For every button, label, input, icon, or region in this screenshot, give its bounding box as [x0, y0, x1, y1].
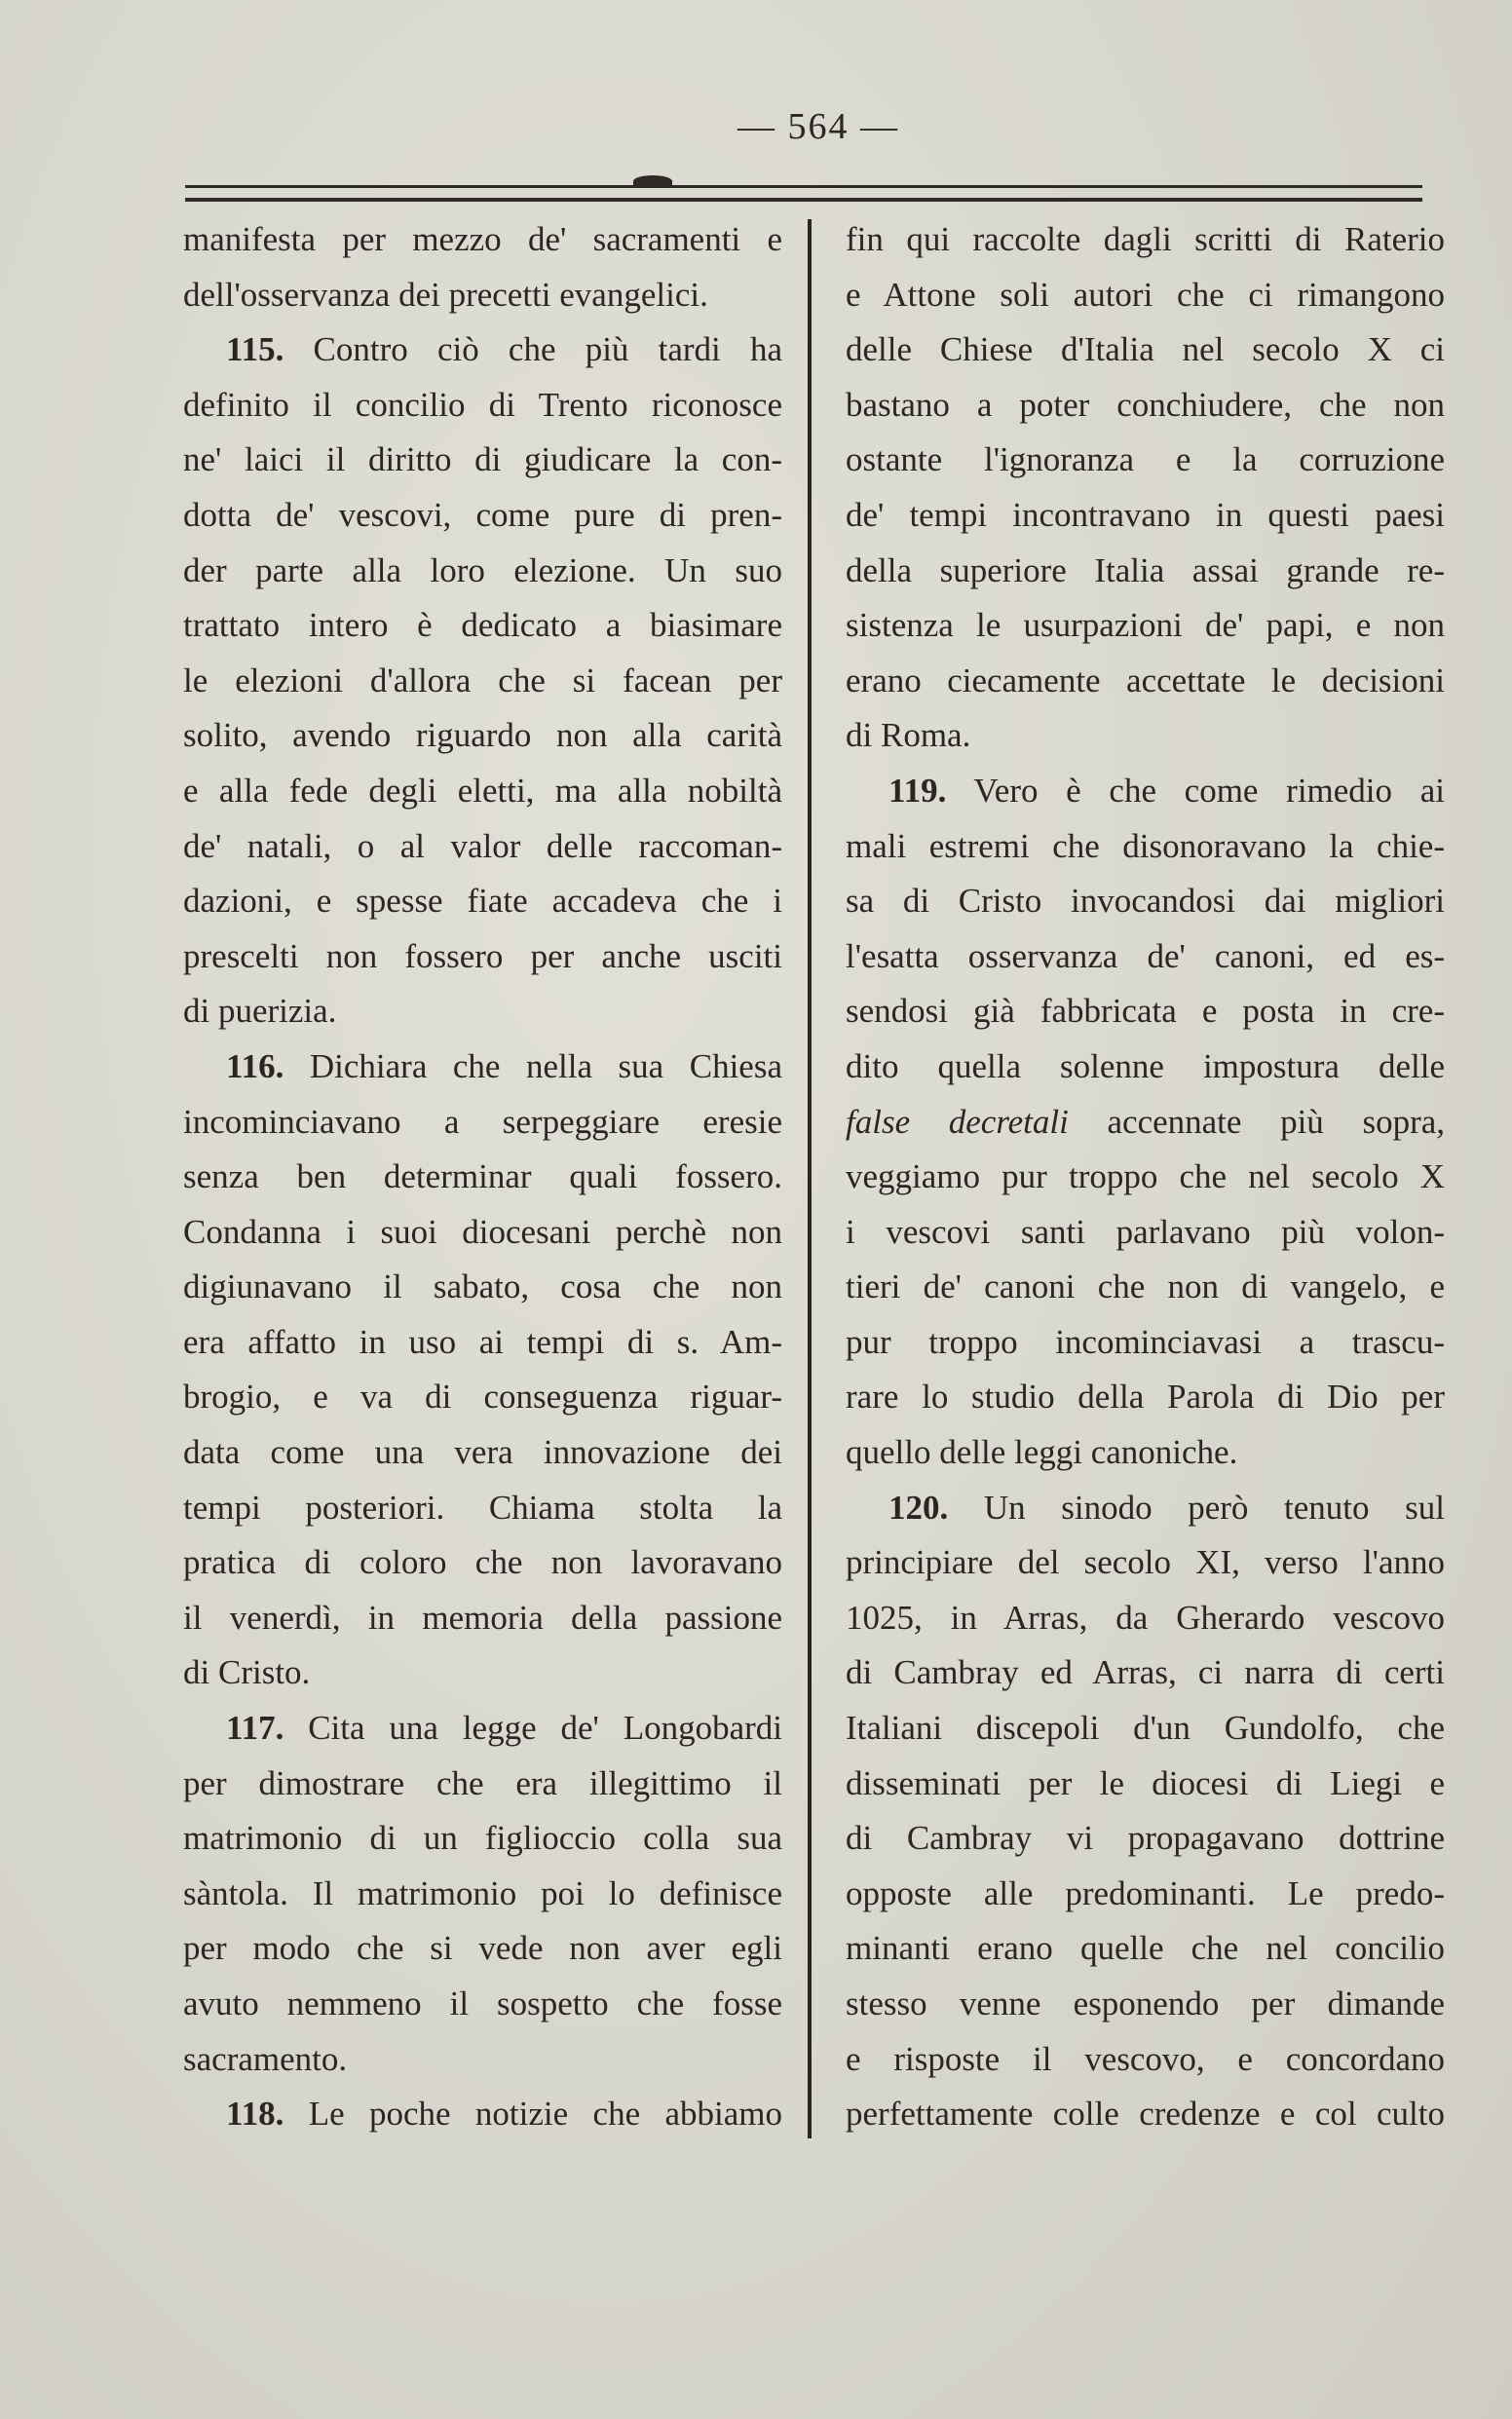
text-line: [846, 488, 1445, 544]
line-text: prescelti non fossero per anche usciti: [183, 936, 782, 975]
line-text: rare lo studio della Parola di Dio per: [846, 1378, 1445, 1417]
line-text: principiare del secolo XI, verso l'anno: [846, 1543, 1445, 1582]
text-line: [846, 598, 1445, 654]
line-text: erano ciecamente accettate le decisioni: [846, 661, 1445, 699]
line-text: dazioni, e spesse fiate accadeva che i: [183, 882, 782, 921]
text-line: [846, 764, 1445, 819]
line-text: di Cristo.: [183, 1653, 311, 1692]
text-line: [846, 1757, 1445, 1812]
paragraph-number: 117.: [226, 1709, 284, 1748]
text-line: [183, 1039, 782, 1095]
line-text: Le poche notizie che abbiamo: [284, 2095, 782, 2134]
text-line: [183, 764, 782, 819]
line-text: 1025, in Arras, da Gherardo vescovo: [846, 1598, 1445, 1637]
text-line: [183, 1977, 782, 2032]
line-text: bastano a poter conchiudere, che non: [846, 385, 1445, 424]
line-text: Un sinodo però tenuto sul: [948, 1488, 1445, 1527]
page-number: — 564 —: [737, 106, 899, 147]
text-line: [846, 378, 1445, 434]
text-line: [183, 378, 782, 434]
line-text: fin qui raccolte dagli scritti di Raterio: [846, 220, 1445, 258]
line-text: de' natali, o al valor delle raccoman-: [183, 826, 782, 865]
text-line: [183, 1591, 782, 1646]
line-text: avuto nemmeno il sospetto che fosse: [183, 1984, 782, 2022]
text-line: [183, 708, 782, 764]
line-text: di puerizia.: [183, 992, 337, 1031]
paragraph-number: 115.: [226, 330, 284, 369]
text-line: [846, 1095, 1445, 1151]
line-text: Condanna i suoi diocesani perchè non: [183, 1212, 782, 1251]
line-text: Vero è che come rimedio ai: [946, 771, 1445, 810]
text-line: [183, 1425, 782, 1481]
line-text: le elezioni d'allora che si facean per: [183, 661, 782, 699]
text-line: [183, 1150, 782, 1205]
text-line: [183, 2087, 782, 2142]
line-text: i vescovi santi parlavano più volon-: [846, 1212, 1445, 1251]
text-line: [183, 1260, 782, 1315]
text-line: [846, 433, 1445, 488]
text-line: [183, 1867, 782, 1922]
line-text: delle Chiese d'Italia nel secolo X ci: [846, 330, 1445, 369]
line-text: manifesta per mezzo de' sacramenti e: [183, 220, 782, 258]
line-text: quello delle leggi canoniche.: [846, 1433, 1238, 1472]
line-text: Dichiara che nella sua Chiesa: [284, 1046, 782, 1085]
text-line: [183, 544, 782, 599]
line-text: der parte alla loro elezione. Un suo: [183, 550, 782, 589]
line-text: opposte alle predominanti. Le predo-: [846, 1873, 1445, 1912]
line-text: senza ben determinar quali fossero.: [183, 1157, 782, 1196]
line-text: sa di Cristo invocandosi dai migliori: [846, 882, 1445, 921]
text-line: [846, 1535, 1445, 1591]
line-text: sistenza le usurpazioni de' papi, e non: [846, 606, 1445, 645]
line-text: data come una vera innovazione dei: [183, 1433, 782, 1472]
text-line: [846, 544, 1445, 599]
text-line: [846, 1315, 1445, 1371]
line-text: matrimonio di un figlioccio colla sua: [183, 1819, 782, 1858]
text-line: [183, 212, 782, 268]
text-line: [846, 1039, 1445, 1095]
text-line: [846, 1481, 1445, 1536]
line-text: trattato intero è dedicato a biasimare: [183, 606, 782, 645]
line-text: sacramento.: [183, 2039, 348, 2078]
text-line: [183, 874, 782, 929]
text-line: [183, 1315, 782, 1371]
text-line: [183, 488, 782, 544]
paragraph-number: 119.: [888, 771, 947, 810]
line-text: di Roma.: [846, 716, 971, 755]
line-text: dito quella solenne impostura delle: [846, 1046, 1445, 1085]
text-line: [846, 1205, 1445, 1261]
text-line: [846, 1921, 1445, 1977]
line-text: incominciavano a serpeggiare eresie: [183, 1102, 782, 1141]
text-line: [183, 433, 782, 488]
text-line: [846, 1150, 1445, 1205]
line-text: perfettamente colle credenze e col culto: [846, 2095, 1445, 2134]
italic-term: false decretali: [846, 1102, 1069, 1141]
line-text: brogio, e va di conseguenza riguar-: [183, 1378, 782, 1417]
text-line: [183, 929, 782, 985]
line-text: veggiamo pur troppo che nel secolo X: [846, 1157, 1445, 1196]
text-line: [846, 1701, 1445, 1757]
paragraph-number: 118.: [226, 2095, 284, 2134]
line-text: tieri de' canoni che non di vangelo, e: [846, 1267, 1445, 1306]
line-text: tempi posteriori. Chiama stolta la: [183, 1488, 782, 1527]
line-text: e alla fede degli eletti, ma alla nobiltà: [183, 771, 782, 810]
text-line: [183, 1645, 782, 1701]
text-line: [183, 1757, 782, 1812]
text-line: [183, 1095, 782, 1151]
line-text: per dimostrare che era illegittimo il: [183, 1763, 782, 1802]
text-line: [183, 1535, 782, 1591]
line-text: mali estremi che disonoravano la chie-: [846, 826, 1445, 865]
right-text-column: [846, 212, 1445, 2142]
line-text: dotta de' vescovi, come pure di pren-: [183, 495, 782, 534]
line-text: Italiani discepoli d'un Gundolfo, che: [846, 1709, 1445, 1748]
line-text: per modo che si vede non aver egli: [183, 1929, 782, 1968]
text-line: [846, 212, 1445, 268]
line-text: pur troppo incominciavasi a trascu-: [846, 1322, 1445, 1361]
line-text: il venerdì, in memoria della passione: [183, 1598, 782, 1637]
text-line: [183, 1370, 782, 1425]
line-text: accennate più sopra,: [1068, 1102, 1446, 1141]
rule-ornament: [633, 175, 672, 187]
text-line: [183, 654, 782, 709]
text-line: [846, 1591, 1445, 1646]
text-line: [846, 2087, 1445, 2142]
line-text: minanti erano quelle che nel concilio: [846, 1929, 1445, 1968]
text-line: [846, 708, 1445, 764]
text-line: [846, 874, 1445, 929]
paragraph-number: 116.: [226, 1046, 284, 1085]
text-line: [183, 819, 782, 875]
line-text: definito il concilio di Trento riconosce: [183, 385, 782, 424]
text-line: [183, 1205, 782, 1261]
text-line: [846, 1425, 1445, 1481]
text-line: [846, 1645, 1445, 1701]
line-text: Contro ciò che più tardi ha: [284, 330, 782, 369]
text-line: [846, 1811, 1445, 1867]
left-text-column: [183, 212, 782, 2142]
text-line: [183, 1921, 782, 1977]
text-line: [183, 1811, 782, 1867]
line-text: di Cambray vi propagavano dottrine: [846, 1819, 1445, 1858]
text-line: [846, 2032, 1445, 2088]
line-text: stesso venne esponendo per dimande: [846, 1984, 1445, 2022]
line-text: dell'osservanza dei precetti evangelici.: [183, 275, 708, 314]
text-line: [846, 322, 1445, 378]
text-line: [846, 654, 1445, 709]
line-text: disseminati per le diocesi di Liegi e: [846, 1763, 1445, 1802]
text-line: [183, 1481, 782, 1536]
line-text: e risposte il vescovo, e concordano: [846, 2039, 1445, 2078]
line-text: Cita una legge de' Longobardi: [284, 1709, 782, 1748]
line-text: sàntola. Il matrimonio poi lo definisce: [183, 1873, 782, 1912]
text-line: [183, 2032, 782, 2088]
text-line: [846, 1260, 1445, 1315]
line-text: ostante l'ignoranza e la corruzione: [846, 440, 1445, 479]
line-text: pratica di coloro che non lavoravano: [183, 1543, 782, 1582]
text-line: [183, 268, 782, 323]
text-line: [846, 929, 1445, 985]
line-text: era affatto in uso ai tempi di s. Am-: [183, 1322, 782, 1361]
line-text: e Attone soli autori che ci rimangono: [846, 275, 1445, 314]
paragraph-number: 120.: [888, 1488, 949, 1527]
text-line: [183, 322, 782, 378]
text-line: [183, 984, 782, 1039]
line-text: l'esatta osservanza de' canoni, ed es-: [846, 936, 1445, 975]
line-text: della superiore Italia assai grande re-: [846, 550, 1445, 589]
line-text: ne' laici il diritto di giudicare la con-: [183, 440, 782, 479]
text-line: [183, 598, 782, 654]
line-text: sendosi già fabbricata e posta in cre-: [846, 992, 1445, 1031]
text-line: [846, 1370, 1445, 1425]
column-divider: [808, 219, 812, 2138]
line-text: digiunavano il sabato, cosa che non: [183, 1267, 782, 1306]
line-text: solito, avendo riguardo non alla carità: [183, 716, 782, 755]
text-line: [846, 1867, 1445, 1922]
line-text: di Cambray ed Arras, ci narra di certi: [846, 1653, 1445, 1692]
text-line: [846, 984, 1445, 1039]
text-line: [846, 268, 1445, 323]
text-line: [183, 1701, 782, 1757]
text-line: [846, 819, 1445, 875]
header-rule: [185, 185, 1422, 202]
line-text: de' tempi incontravano in questi paesi: [846, 495, 1445, 534]
text-line: [846, 1977, 1445, 2032]
